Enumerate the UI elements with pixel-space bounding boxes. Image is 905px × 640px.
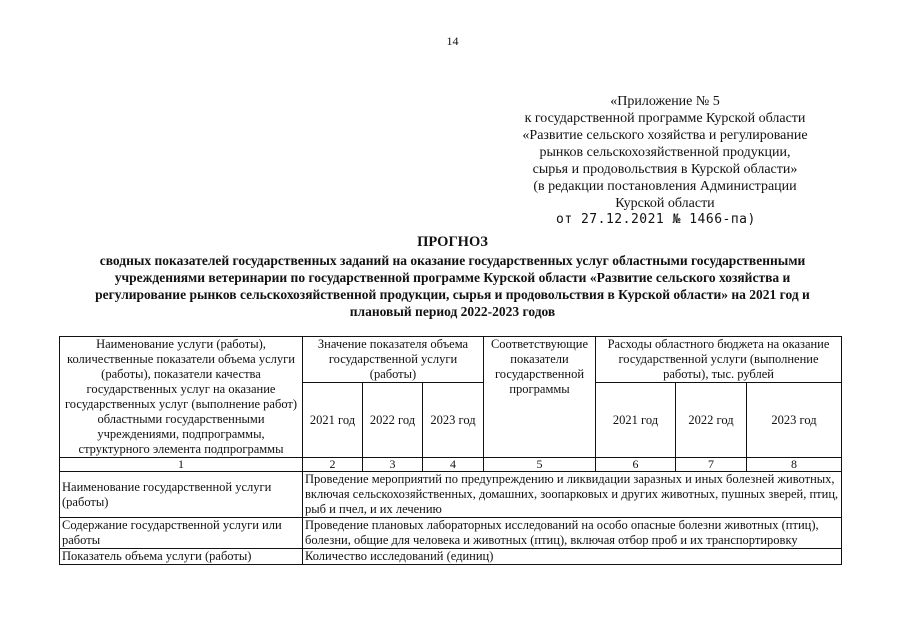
column-number-row [60, 458, 842, 472]
row-label: Содержание государственной услуги или работы [60, 518, 303, 549]
table-row [60, 472, 842, 518]
header-program-indicators: Соответствующие показатели государственной программы [484, 337, 596, 458]
resolution-stamp: от 27.12.2021 № 1466-па) [556, 212, 756, 227]
document-subtitle: сводных показателей государственных заданий на оказание государственных услуг областными государственными учреждениями ветеринарии по государственной программе Курской области «Развитие сельского хозяйства и регулирование рынков сельскохозяйственной продукции, сырья и продовольствия в Курской области» на 2021 год и плановый период 2022-2023 годов [95, 253, 810, 319]
appendix-line: рынков сельскохозяйственной продукции, [539, 145, 791, 160]
column-number: 1 [60, 458, 303, 472]
header-year: 2022 год [363, 383, 423, 458]
header-values-group: Значение показателя объема государственной услуги (работы) [303, 337, 484, 383]
header-year: 2021 год [303, 383, 363, 458]
appendix-block [500, 93, 830, 212]
appendix-line: «Развитие сельского хозяйства и регулирование [522, 128, 808, 143]
page-number: 14 [446, 34, 459, 48]
header-year: 2023 год [423, 383, 484, 458]
appendix-line: (в редакции постановления Администрации [533, 179, 797, 194]
column-number: 4 [423, 458, 484, 472]
row-value: Проведение мероприятий по предупреждению и ликвидации заразных и иных болезней животных, включая сельскохозяйственных, домашних, зоопарковых и других животных, пушных зверей, птиц, рыб и пчел, и их лечению [303, 472, 842, 518]
header-expenses-group: Расходы областного бюджета на оказание государственной услуги (выполнение работы), тыс. рублей [596, 337, 842, 383]
column-number: 2 [303, 458, 363, 472]
appendix-line: Курской области [615, 196, 715, 211]
row-label: Наименование государственной услуги (работы) [60, 472, 303, 518]
header-service-name: Наименование услуги (работы), количественные показатели объема услуги (работы), показатели качества государственных услуг на оказание государственных услуг (выполнение работ) областными государственными учреждениями, подпрограммы, структурного элемента подпрограммы [60, 337, 303, 458]
document-title: ПРОГНОЗ [417, 234, 488, 250]
column-number: 7 [676, 458, 747, 472]
header-expense-year: 2023 год [747, 383, 842, 458]
column-number: 5 [484, 458, 596, 472]
table-header-row [60, 337, 842, 383]
appendix-line: к государственной программе Курской области [524, 111, 806, 126]
column-number: 3 [363, 458, 423, 472]
forecast-table [59, 336, 842, 565]
header-expense-year: 2021 год [596, 383, 676, 458]
appendix-line: «Приложение № 5 [610, 94, 720, 109]
column-number: 8 [747, 458, 842, 472]
header-expense-year: 2022 год [676, 383, 747, 458]
table-row [60, 549, 842, 565]
table-row [60, 518, 842, 549]
column-number: 6 [596, 458, 676, 472]
appendix-line: сырья и продовольствия в Курской области» [532, 162, 798, 177]
row-value: Проведение плановых лабораторных исследований на особо опасные болезни животных (птиц), болезни, общие для человека и животных (птиц), включая отбор проб и их транспортировку [303, 518, 842, 549]
row-value: Количество исследований (единиц) [303, 549, 842, 565]
row-label: Показатель объема услуги (работы) [60, 549, 303, 565]
